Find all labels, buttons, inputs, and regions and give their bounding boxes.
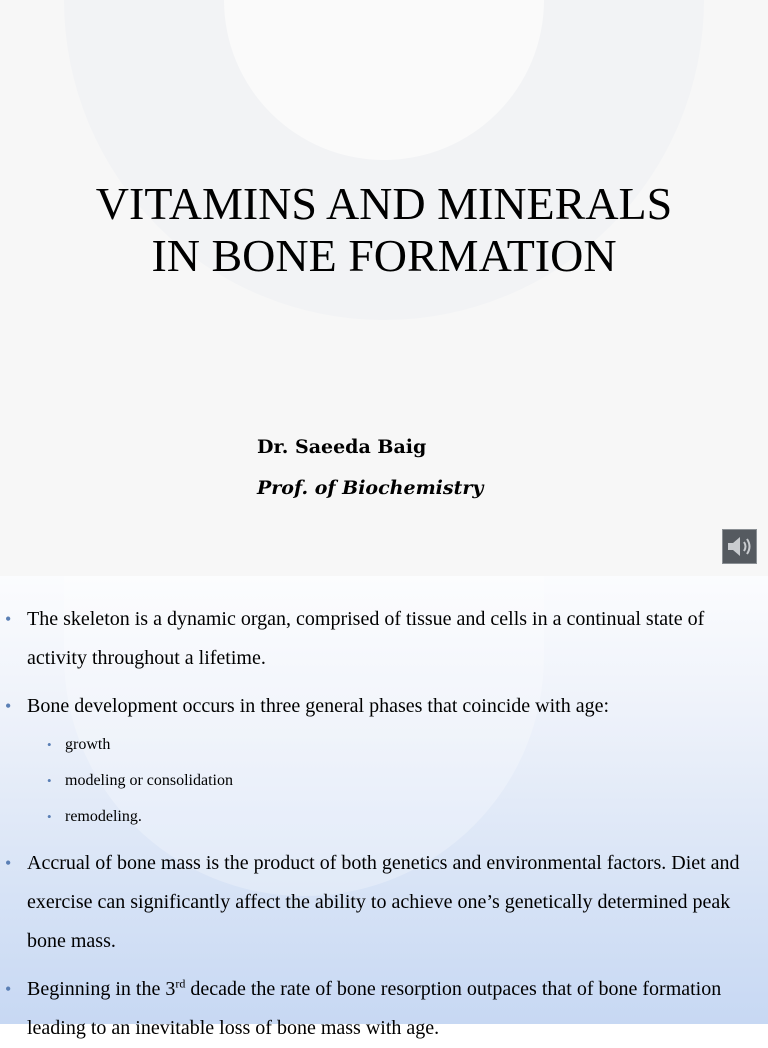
slide-title	[0, 178, 768, 282]
bullet-4-text-end: decade the rate of bone resorption outpaces that of bone formation leading to an inevitable loss of bone mass with age.	[27, 978, 722, 1039]
content-slide	[0, 576, 768, 1039]
speaker-icon-graphic	[723, 530, 756, 563]
sub-bullet-2: • modeling or consolidation	[65, 771, 233, 791]
bullet-4-superscript: rd	[175, 976, 186, 991]
bullet-4-text-start: Beginning in the 3	[27, 978, 176, 1000]
title-line-1: VITAMINS AND MINERALS	[95, 178, 673, 229]
speaker-icon[interactable]	[722, 529, 757, 564]
bullet-3: • Accrual of bone mass is the product of both genetics and environmental factors. Diet and exercise can significantly affect the ability to achieve one’s genetically determined peak bone mass.	[27, 844, 757, 961]
sub-bullet-3: • remodeling.	[65, 807, 142, 827]
sub-bullet-1: • growth	[65, 735, 110, 755]
bullet-4	[27, 970, 757, 1048]
bullet-1: • The skeleton is a dynamic organ, comprised of tissue and cells in a continual state of activity throughout a lifetime.	[27, 600, 757, 678]
author-role: Prof. of Biochemistry	[257, 477, 484, 499]
title-line-2: IN BONE FORMATION	[151, 230, 617, 281]
author-name: Dr. Saeeda Baig	[257, 436, 427, 458]
bullet-2: • Bone development occurs in three general phases that coincide with age:	[27, 687, 757, 726]
